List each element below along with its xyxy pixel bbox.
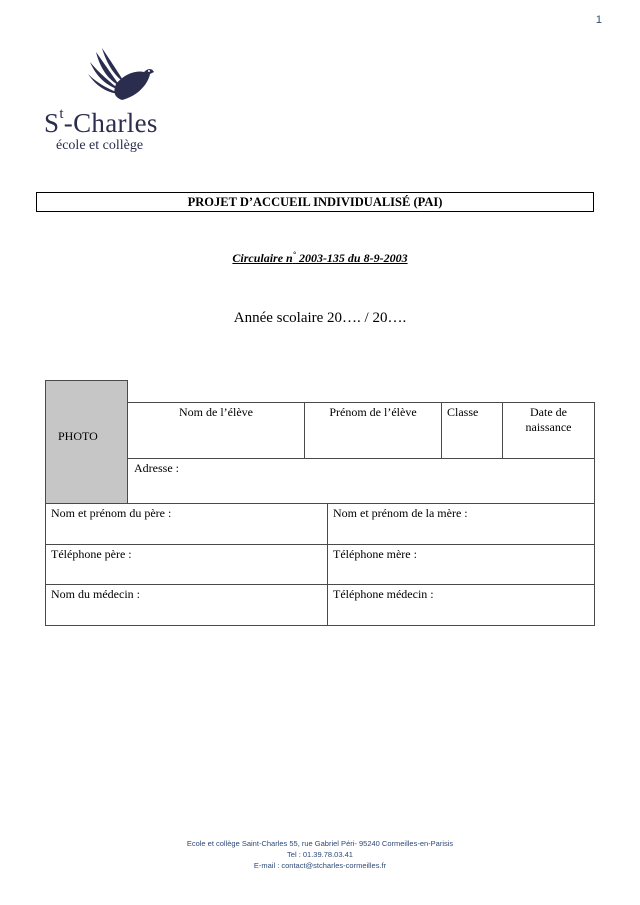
adresse-field[interactable]: Adresse : — [127, 458, 595, 504]
footer-phone: Tel : 01.39.78.03.41 — [287, 850, 353, 859]
dove-icon — [86, 48, 156, 108]
tel-mere-field[interactable]: Téléphone mère : — [327, 544, 595, 585]
nom-medecin-field[interactable]: Nom du médecin : — [45, 584, 328, 626]
logo-subtitle: école et collège — [56, 138, 144, 153]
photo-box — [45, 380, 128, 504]
page-number: 1 — [595, 14, 602, 26]
nom-eleve-field[interactable]: Nom de l’élève — [127, 402, 305, 459]
classe-field[interactable]: Classe — [441, 402, 503, 459]
nom-mere-field[interactable]: Nom et prénom de la mère : — [327, 503, 595, 545]
footer-address: Ecole et collège Saint-Charles 55, rue Gabriel Péri- 95240 Cormeilles-en-Parisis — [186, 839, 454, 848]
circulaire-reference: Circulaire n° 2003-135 du 8-9-2003 — [232, 250, 408, 265]
nom-pere-field[interactable]: Nom et prénom du père : — [45, 503, 328, 545]
footer — [0, 838, 640, 871]
document-title: PROJET D’ACCUEIL INDIVIDUALISÉ (PAI) — [36, 192, 594, 212]
date-naissance-field[interactable]: Date de naissance — [502, 402, 595, 459]
footer-email[interactable]: E-mail : contact@stcharles-cormeilles.fr — [253, 861, 387, 870]
tel-medecin-field[interactable]: Téléphone médecin : — [327, 584, 595, 626]
prenom-eleve-field[interactable]: Prénom de l’élève — [304, 402, 442, 459]
school-year: Année scolaire 20…. / 20…. — [233, 310, 407, 326]
photo-label: PHOTO — [58, 429, 98, 443]
student-info-form — [45, 380, 595, 626]
tel-pere-field[interactable]: Téléphone père : — [45, 544, 328, 585]
school-logo — [42, 48, 182, 158]
logo-name: $S^t$-Charles — [44, 106, 158, 138]
